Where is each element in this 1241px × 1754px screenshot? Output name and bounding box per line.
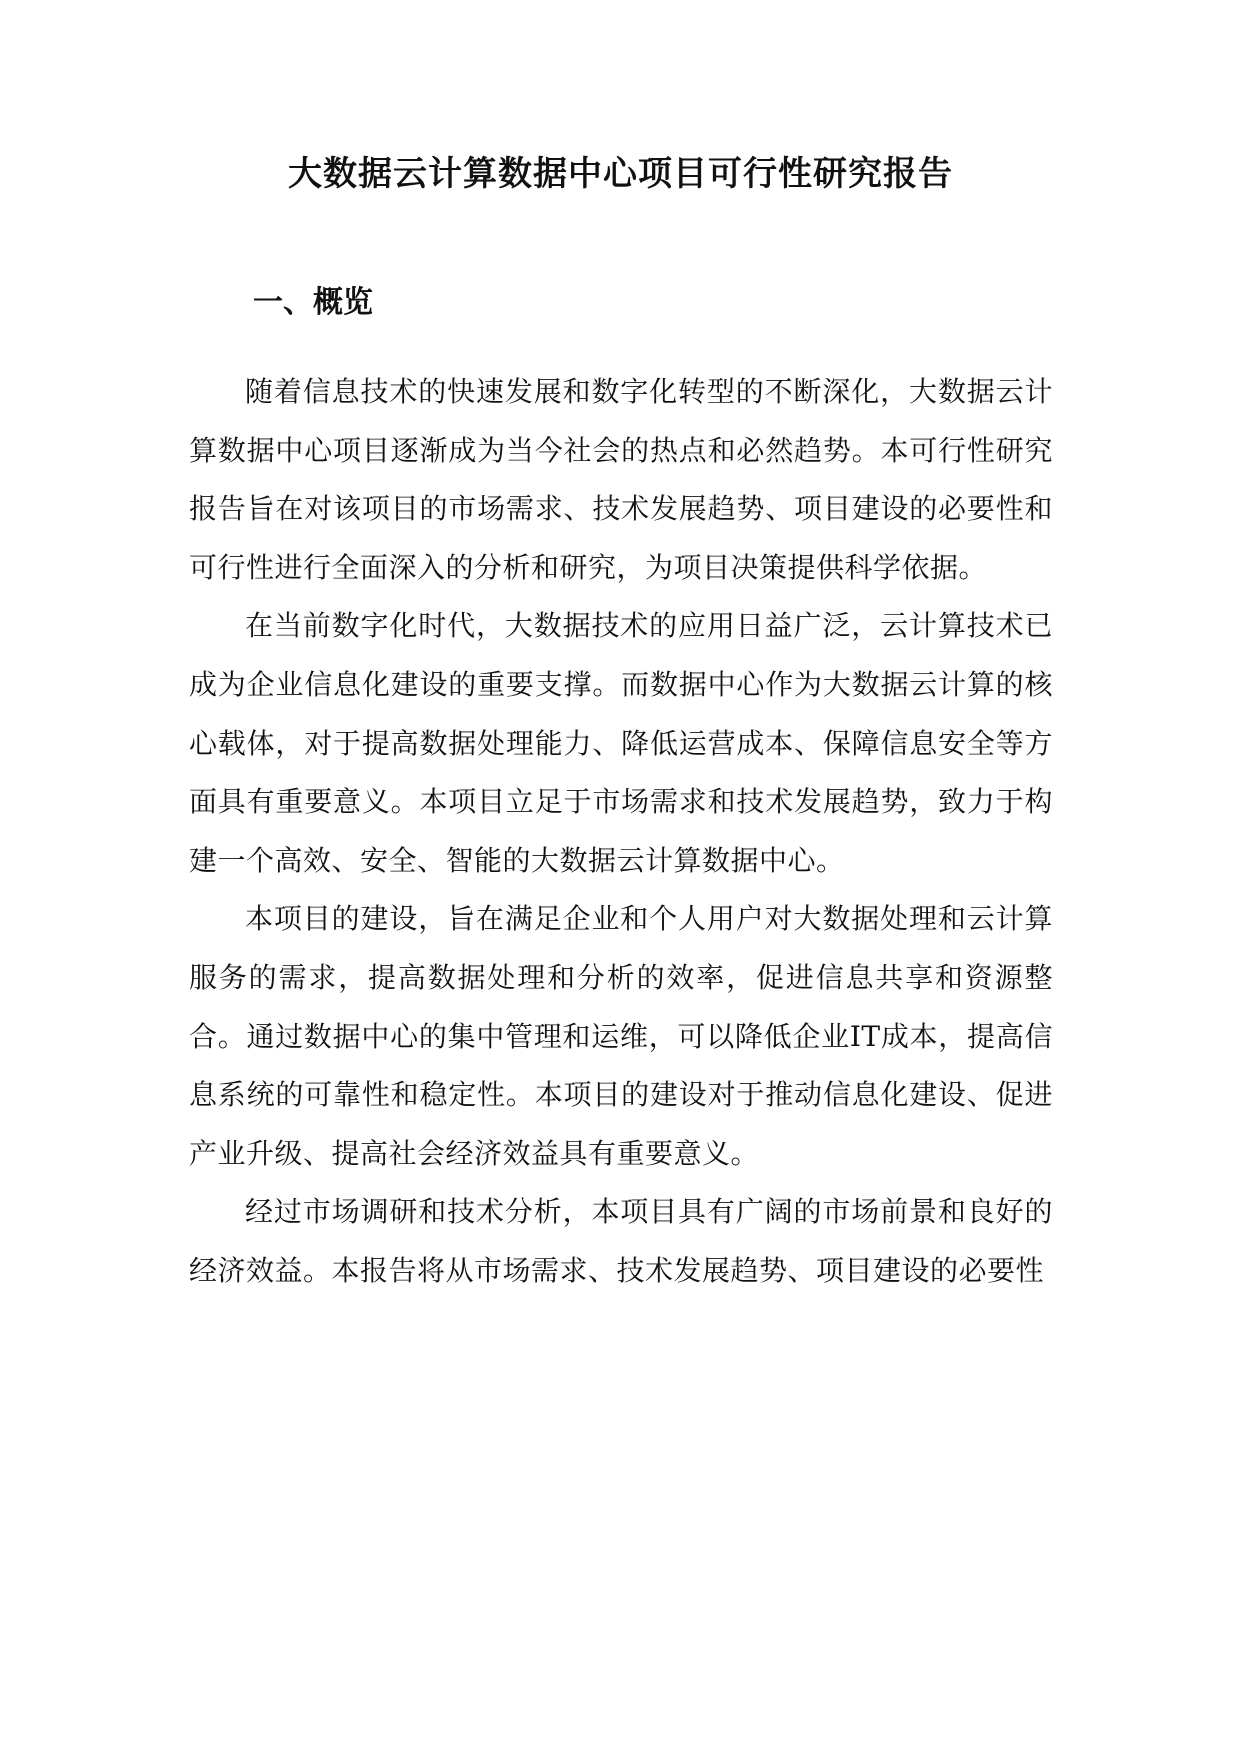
document-title: 大数据云计算数据中心项目可行性研究报告 [288, 154, 953, 194]
paragraph-2: 在当前数字化时代，大数据技术的应用日益广泛，云计算技术已成为企业信息化建设的重要支撑。而数据中心作为大数据云计算的核心载体，对于提高数据处理能力、降低运营成本、保障信息安全等方面具有重要意义。本项目立足于市场需求和技术发展趋势，致力于构建一个高效、安全、智能的大数据云计算数据中心。 [189, 609, 1053, 877]
paragraph-4: 经过市场调研和技术分析，本项目具有广阔的市场前景和良好的经济效益。本报告将从市场需求、技术发展趋势、项目建设的必要性 [189, 1195, 1053, 1287]
section-heading-overview: 一、概览 [253, 285, 373, 320]
body-text [189, 363, 1053, 1301]
paragraph-1: 随着信息技术的快速发展和数字化转型的不断深化，大数据云计算数据中心项目逐渐成为当今社会的热点和必然趋势。本可行性研究报告旨在对该项目的市场需求、技术发展趋势、项目建设的必要性和可行性进行全面深入的分析和研究，为项目决策提供科学依据。 [189, 375, 1053, 584]
paragraph-3: 本项目的建设，旨在满足企业和个人用户对大数据处理和云计算服务的需求，提高数据处理和分析的效率，促进信息共享和资源整合。通过数据中心的集中管理和运维，可以降低企业IT成本，提高信息系统的可靠性和稳定性。本项目的建设对于推动信息化建设、促进产业升级、提高社会经济效益具有重要意义。 [189, 902, 1053, 1170]
